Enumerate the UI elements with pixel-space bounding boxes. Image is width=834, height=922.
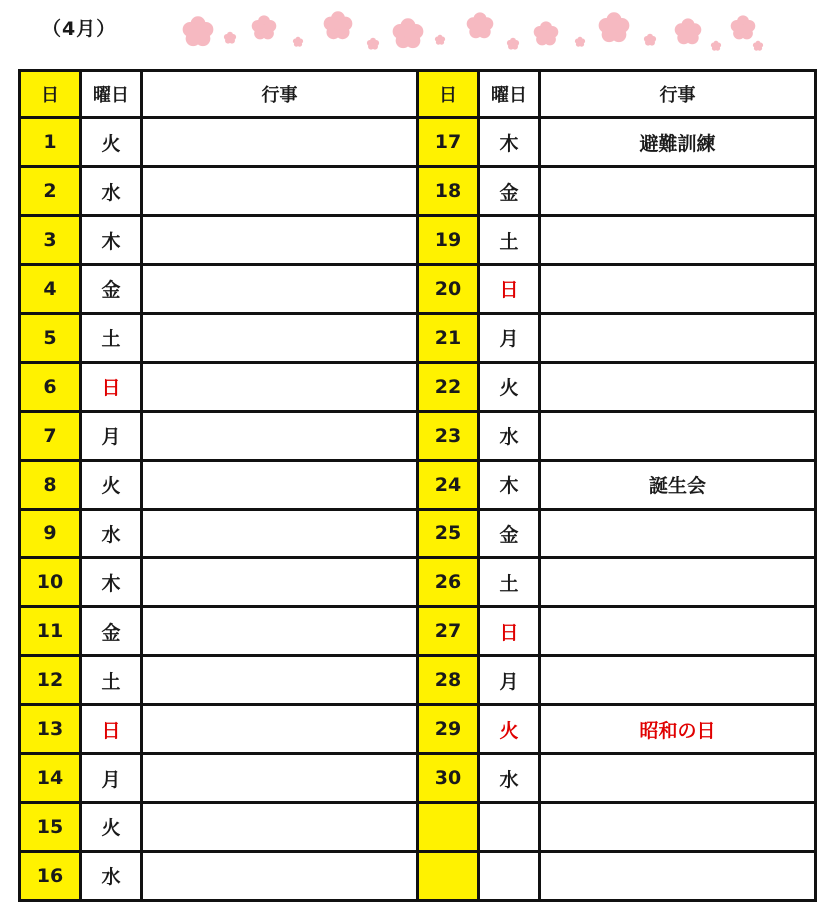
- event-cell: [142, 265, 418, 314]
- cherry-blossom-icon: [575, 37, 585, 47]
- day-cell: 14: [20, 754, 81, 803]
- header-row: [20, 71, 816, 118]
- weekday-cell: 月: [81, 411, 142, 460]
- weekday-cell: 日: [81, 362, 142, 411]
- cherry-blossom-icon: [644, 34, 656, 46]
- weekday-cell: 月: [81, 754, 142, 803]
- weekday-cell: 火: [81, 460, 142, 509]
- weekday-cell: 水: [479, 411, 540, 460]
- weekday-cell: 金: [81, 265, 142, 314]
- event-cell: [540, 313, 816, 362]
- event-cell: [540, 362, 816, 411]
- table-row: [20, 656, 816, 705]
- weekday-cell: 火: [81, 118, 142, 167]
- weekday-cell: 木: [81, 216, 142, 265]
- day-cell: 16: [20, 851, 81, 900]
- event-cell: [142, 656, 418, 705]
- weekday-cell: 火: [479, 705, 540, 754]
- weekday-cell: 金: [479, 167, 540, 216]
- event-cell: [540, 509, 816, 558]
- table-row: [20, 313, 816, 362]
- event-cell: [142, 167, 418, 216]
- event-cell: [142, 411, 418, 460]
- day-cell: 21: [418, 313, 479, 362]
- event-calendar-table: [18, 69, 817, 902]
- event-cell: [142, 802, 418, 851]
- weekday-cell: 木: [479, 460, 540, 509]
- header-weekday: 曜日: [479, 71, 540, 118]
- event-cell: [142, 460, 418, 509]
- weekday-cell: 月: [479, 656, 540, 705]
- day-cell: 11: [20, 607, 81, 656]
- weekday-cell: 金: [81, 607, 142, 656]
- event-cell: [142, 705, 418, 754]
- weekday-cell: 水: [81, 509, 142, 558]
- weekday-cell: 日: [479, 265, 540, 314]
- day-cell: 30: [418, 754, 479, 803]
- table-row: [20, 558, 816, 607]
- cherry-blossom-icon: [168, 4, 768, 56]
- day-cell: 17: [418, 118, 479, 167]
- event-cell: [142, 754, 418, 803]
- day-cell: 23: [418, 411, 479, 460]
- day-cell: 20: [418, 265, 479, 314]
- cherry-blossom-icon: [293, 37, 303, 47]
- event-cell: [540, 607, 816, 656]
- weekday-cell: [479, 851, 540, 900]
- event-cell: [142, 558, 418, 607]
- cherry-blossom-icon: [467, 12, 494, 38]
- day-cell: 5: [20, 313, 81, 362]
- table-row: [20, 460, 816, 509]
- weekday-cell: 土: [81, 313, 142, 362]
- cherry-blossom-icon: [224, 32, 236, 44]
- weekday-cell: 土: [479, 216, 540, 265]
- table-row: [20, 607, 816, 656]
- day-cell: 26: [418, 558, 479, 607]
- day-cell: [418, 802, 479, 851]
- event-cell: [142, 362, 418, 411]
- header-weekday: 曜日: [81, 71, 142, 118]
- event-cell: [540, 754, 816, 803]
- day-cell: 9: [20, 509, 81, 558]
- weekday-cell: 木: [81, 558, 142, 607]
- table-row: [20, 802, 816, 851]
- weekday-cell: 土: [479, 558, 540, 607]
- event-cell: [540, 558, 816, 607]
- event-cell: [142, 313, 418, 362]
- cherry-blossom-icon: [507, 38, 519, 50]
- cherry-blossom-icon: [393, 18, 424, 48]
- day-cell: 15: [20, 802, 81, 851]
- weekday-cell: 日: [81, 705, 142, 754]
- day-cell: [418, 851, 479, 900]
- table-row: [20, 509, 816, 558]
- table-row: [20, 216, 816, 265]
- event-cell: [540, 656, 816, 705]
- cherry-blossom-icon: [367, 38, 379, 50]
- day-cell: 3: [20, 216, 81, 265]
- header-day: 日: [418, 71, 479, 118]
- table-row: [20, 265, 816, 314]
- day-cell: 28: [418, 656, 479, 705]
- weekday-cell: 火: [81, 802, 142, 851]
- event-cell: 昭和の日: [540, 705, 816, 754]
- day-cell: 19: [418, 216, 479, 265]
- weekday-cell: 火: [479, 362, 540, 411]
- weekday-cell: 月: [479, 313, 540, 362]
- day-cell: 4: [20, 265, 81, 314]
- weekday-cell: 水: [81, 851, 142, 900]
- day-cell: 10: [20, 558, 81, 607]
- table-row: [20, 411, 816, 460]
- table-row: [20, 362, 816, 411]
- event-cell: 避難訓練: [540, 118, 816, 167]
- cherry-blossom-icon: [324, 11, 353, 39]
- day-cell: 12: [20, 656, 81, 705]
- day-cell: 7: [20, 411, 81, 460]
- table-row: [20, 851, 816, 900]
- month-title: （4月）: [42, 18, 117, 40]
- day-cell: 2: [20, 167, 81, 216]
- weekday-cell: 金: [479, 509, 540, 558]
- event-cell: [540, 851, 816, 900]
- cherry-blossom-icon: [711, 41, 721, 51]
- day-cell: 22: [418, 362, 479, 411]
- weekday-cell: [479, 802, 540, 851]
- event-cell: [540, 802, 816, 851]
- day-cell: 25: [418, 509, 479, 558]
- event-cell: [540, 216, 816, 265]
- weekday-cell: 水: [81, 167, 142, 216]
- weekday-cell: 日: [479, 607, 540, 656]
- weekday-cell: 土: [81, 656, 142, 705]
- event-cell: [142, 851, 418, 900]
- header-event: 行事: [540, 71, 816, 118]
- cherry-blossom-icon: [599, 12, 630, 42]
- header-day: 日: [20, 71, 81, 118]
- cherry-blossom-icon: [675, 18, 702, 44]
- cherry-blossom-icon: [435, 35, 445, 45]
- header-event: 行事: [142, 71, 418, 118]
- day-cell: 24: [418, 460, 479, 509]
- event-cell: [142, 607, 418, 656]
- event-cell: [540, 265, 816, 314]
- weekday-cell: 木: [479, 118, 540, 167]
- event-cell: [142, 216, 418, 265]
- table-row: [20, 118, 816, 167]
- table-row: [20, 167, 816, 216]
- day-cell: 29: [418, 705, 479, 754]
- day-cell: 27: [418, 607, 479, 656]
- event-cell: [540, 411, 816, 460]
- event-cell: 誕生会: [540, 460, 816, 509]
- day-cell: 6: [20, 362, 81, 411]
- cherry-blossom-icon: [183, 16, 214, 46]
- day-cell: 1: [20, 118, 81, 167]
- cherry-blossom-icon: [753, 41, 763, 51]
- day-cell: 8: [20, 460, 81, 509]
- cherry-blossom-icon: [534, 21, 559, 45]
- event-cell: [142, 118, 418, 167]
- cherry-blossom-icon: [731, 15, 756, 39]
- event-cell: [142, 509, 418, 558]
- cherry-blossom-icon: [252, 15, 277, 39]
- weekday-cell: 水: [479, 754, 540, 803]
- event-cell: [540, 167, 816, 216]
- day-cell: 13: [20, 705, 81, 754]
- table-row: [20, 705, 816, 754]
- day-cell: 18: [418, 167, 479, 216]
- table-row: [20, 754, 816, 803]
